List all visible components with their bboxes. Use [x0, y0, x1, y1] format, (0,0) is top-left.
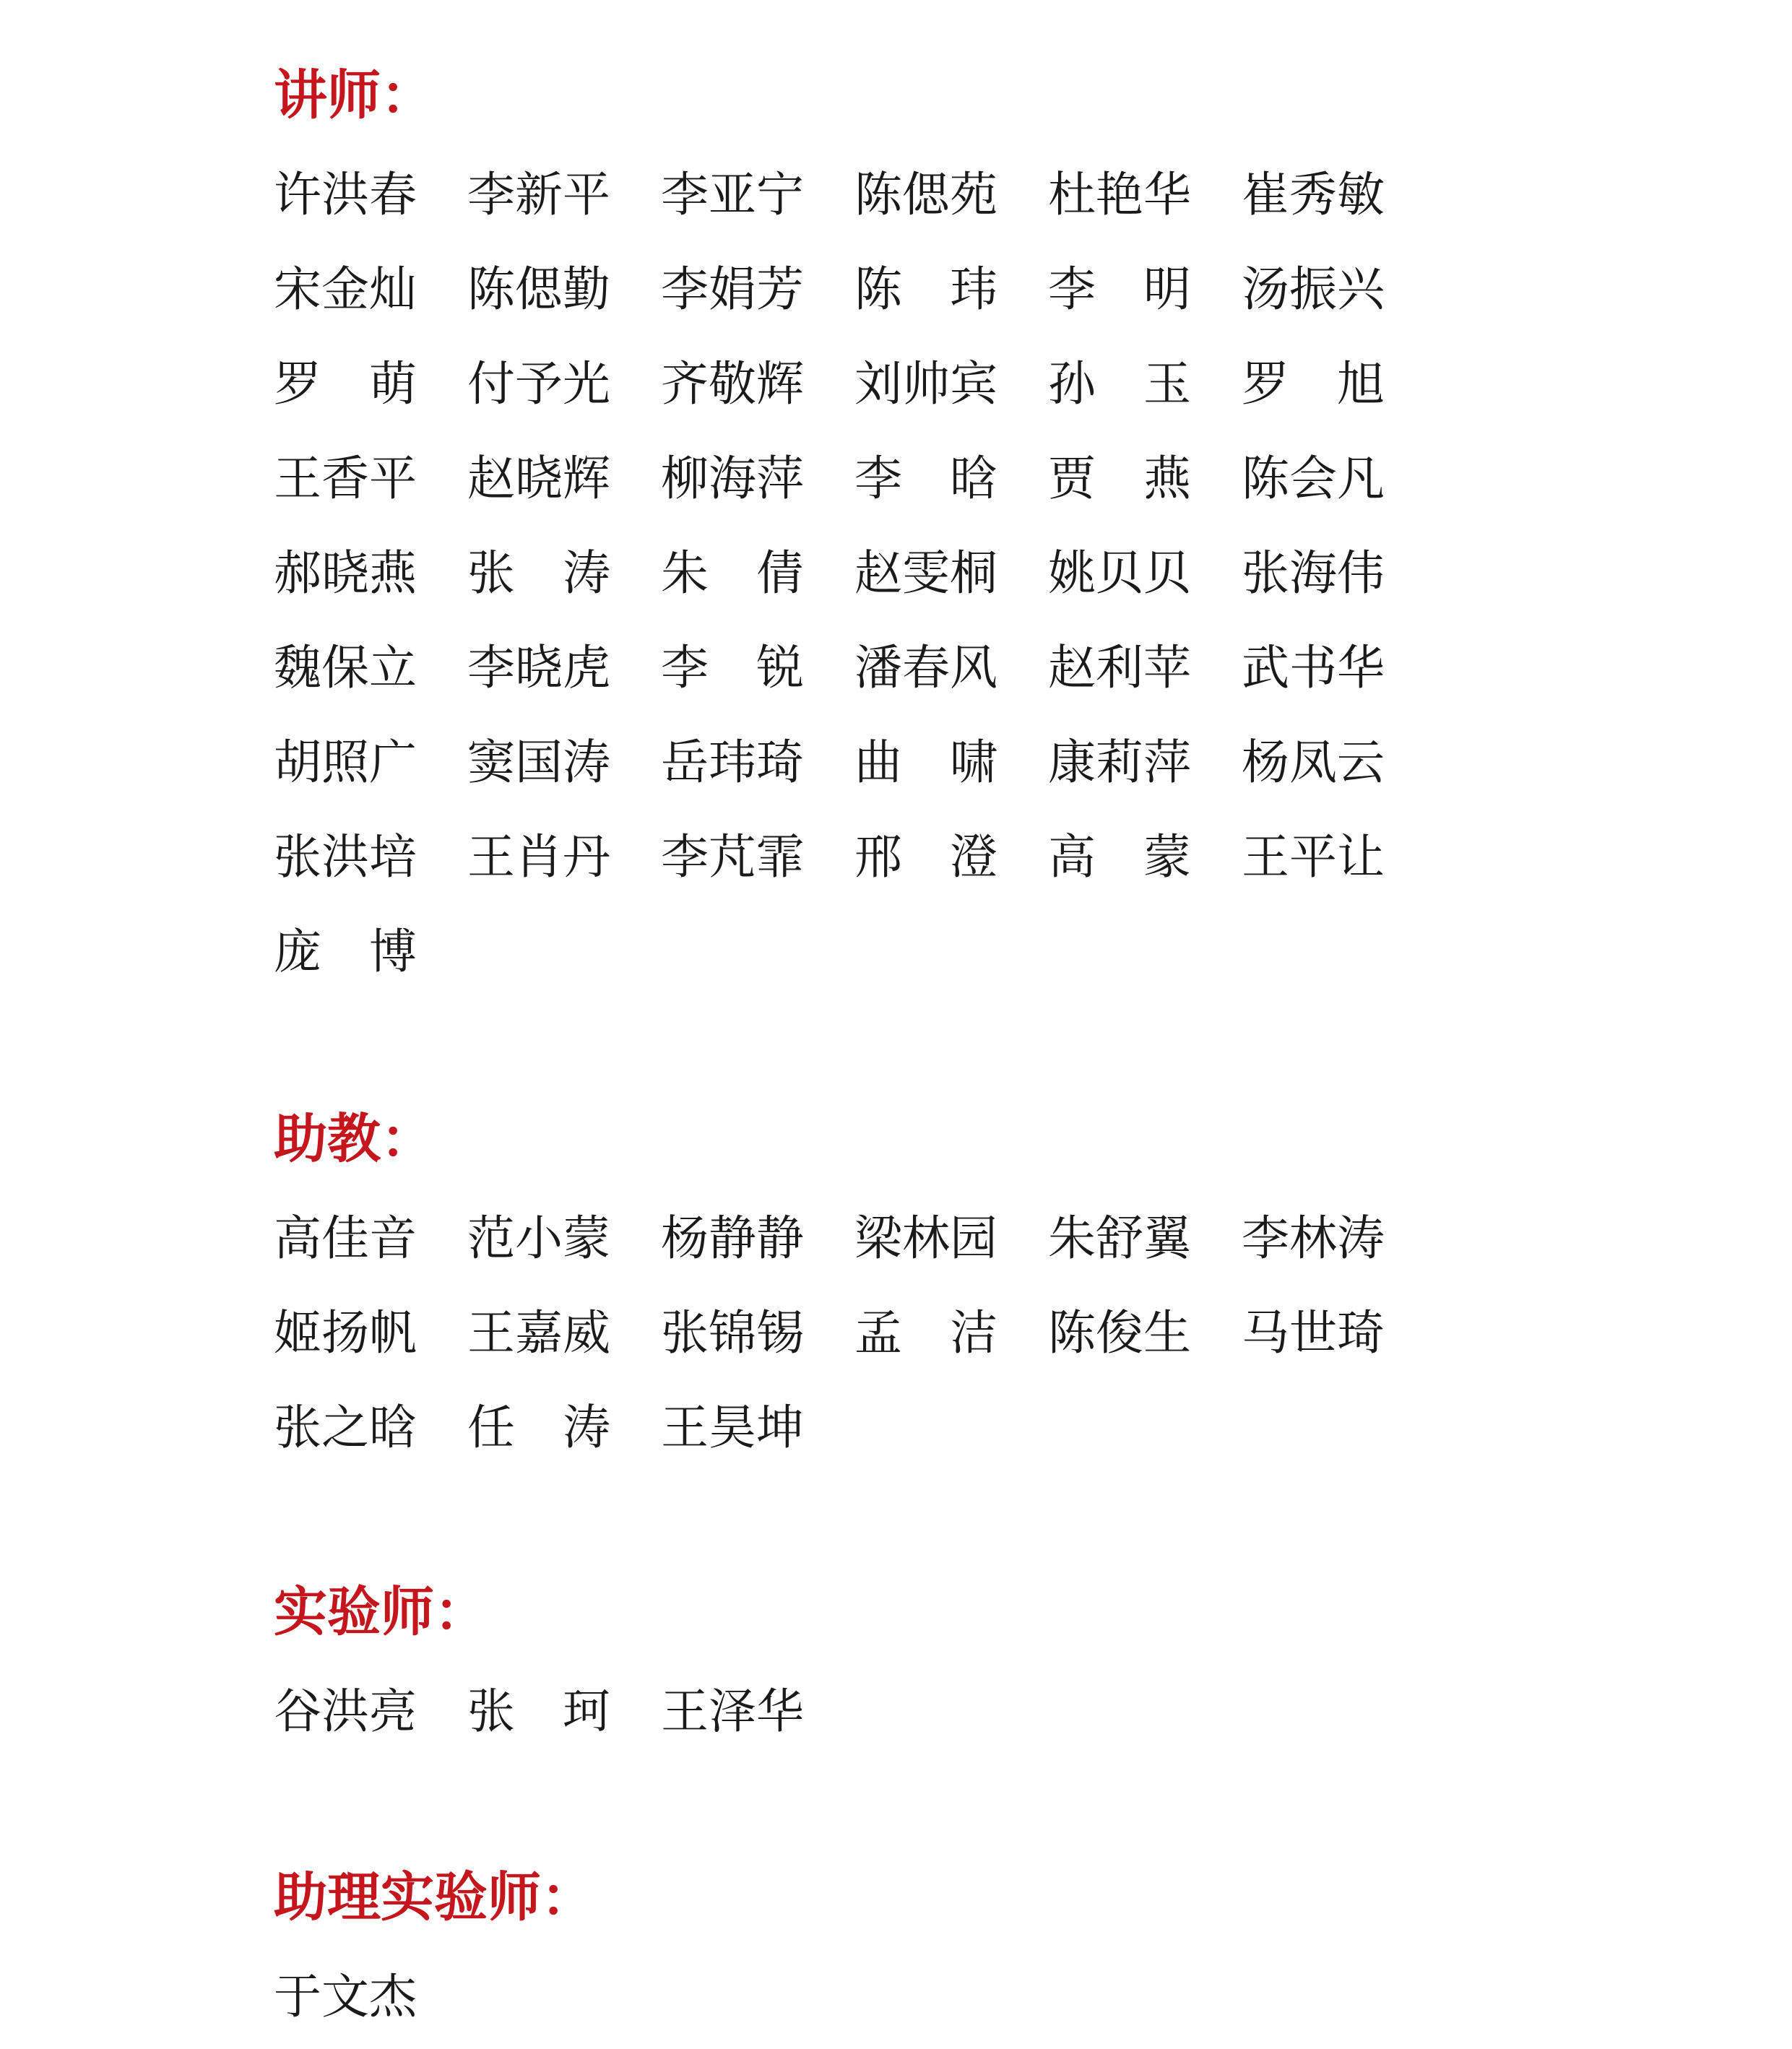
name-entry: 邢 澄 — [854, 829, 997, 885]
name-entry: 王平让 — [1242, 829, 1385, 885]
name-entry: 孙 玉 — [1048, 356, 1191, 412]
name-entry: 陈 玮 — [854, 261, 997, 317]
name-entry: 陈偲勤 — [467, 261, 610, 317]
name-entry: 崔秀敏 — [1242, 167, 1385, 222]
name-entry: 李 晗 — [854, 451, 997, 506]
name-entry: 张 涛 — [467, 545, 610, 601]
name-entry: 齐敬辉 — [661, 356, 804, 412]
section-heading-experimenters: 实验师： — [274, 1581, 488, 1643]
name-entry: 岳玮琦 — [661, 735, 804, 790]
name-entry: 高 蒙 — [1048, 829, 1191, 885]
name-entry: 马世琦 — [1242, 1305, 1385, 1361]
name-entry: 李娟芳 — [661, 261, 804, 317]
name-entry: 潘春风 — [854, 640, 997, 696]
name-entry: 李新平 — [467, 167, 610, 222]
name-entry: 谷洪亮 — [274, 1684, 417, 1739]
section-heading-teaching-assistants: 助教： — [274, 1108, 434, 1170]
name-entry: 朱舒翼 — [1048, 1210, 1191, 1266]
name-entry: 庞 博 — [274, 924, 417, 979]
name-entry: 赵利苹 — [1048, 640, 1191, 696]
name-entry: 郝晓燕 — [274, 545, 417, 601]
name-entry: 柳海萍 — [661, 451, 804, 506]
name-entry: 王肖丹 — [467, 829, 610, 885]
name-entry: 陈偲苑 — [854, 167, 997, 222]
name-entry: 宋金灿 — [274, 261, 417, 317]
name-entry: 王香平 — [274, 451, 417, 506]
name-entry: 罗 萌 — [274, 356, 417, 412]
name-entry: 付予光 — [467, 356, 610, 412]
name-entry: 贾 燕 — [1048, 451, 1191, 506]
section-heading-lecturers: 讲师： — [274, 64, 434, 126]
name-entry: 陈俊生 — [1048, 1305, 1191, 1361]
name-entry: 梁林园 — [854, 1210, 997, 1266]
name-entry: 李晓虎 — [467, 640, 610, 696]
name-entry: 魏保立 — [274, 640, 417, 696]
name-entry: 康莉萍 — [1048, 735, 1191, 790]
name-entry: 范小蒙 — [467, 1210, 610, 1266]
name-entry: 朱 倩 — [661, 545, 804, 601]
name-entry: 李 锐 — [661, 640, 804, 696]
name-entry: 武书华 — [1242, 640, 1385, 696]
name-entry: 姚贝贝 — [1048, 545, 1191, 601]
name-entry: 杨静静 — [661, 1210, 804, 1266]
name-entry: 汤振兴 — [1242, 261, 1385, 317]
section-heading-assistant-experimenters: 助理实验师： — [274, 1866, 594, 1928]
name-entry: 赵晓辉 — [467, 451, 610, 506]
name-entry: 胡照广 — [274, 735, 417, 790]
name-entry: 张海伟 — [1242, 545, 1385, 601]
name-entry: 杨凤云 — [1242, 735, 1385, 790]
name-entry: 罗 旭 — [1242, 356, 1385, 412]
name-entry: 张 珂 — [467, 1684, 610, 1739]
name-entry: 李芃霏 — [661, 829, 804, 885]
name-entry: 王嘉威 — [467, 1305, 610, 1361]
name-entry: 高佳音 — [274, 1210, 417, 1266]
name-entry: 张锦锡 — [661, 1305, 804, 1361]
name-entry: 任 涛 — [467, 1400, 610, 1455]
name-entry: 李亚宁 — [661, 167, 804, 222]
name-entry: 陈会凡 — [1242, 451, 1385, 506]
name-entry: 李 明 — [1048, 261, 1191, 317]
name-entry: 李林涛 — [1242, 1210, 1385, 1266]
name-entry: 孟 洁 — [854, 1305, 997, 1361]
name-entry: 姬扬帆 — [274, 1305, 417, 1361]
name-entry: 张之晗 — [274, 1400, 417, 1455]
name-entry: 王昊坤 — [661, 1400, 804, 1455]
name-entry: 于文杰 — [274, 1969, 417, 2024]
name-entry: 张洪培 — [274, 829, 417, 885]
name-entry: 曲 啸 — [854, 735, 997, 790]
name-entry: 许洪春 — [274, 167, 417, 222]
name-entry: 赵雯桐 — [854, 545, 997, 601]
name-entry: 杜艳华 — [1048, 167, 1191, 222]
name-entry: 王泽华 — [661, 1684, 804, 1739]
name-entry: 刘帅宾 — [854, 356, 997, 412]
name-entry: 窦国涛 — [467, 735, 610, 790]
